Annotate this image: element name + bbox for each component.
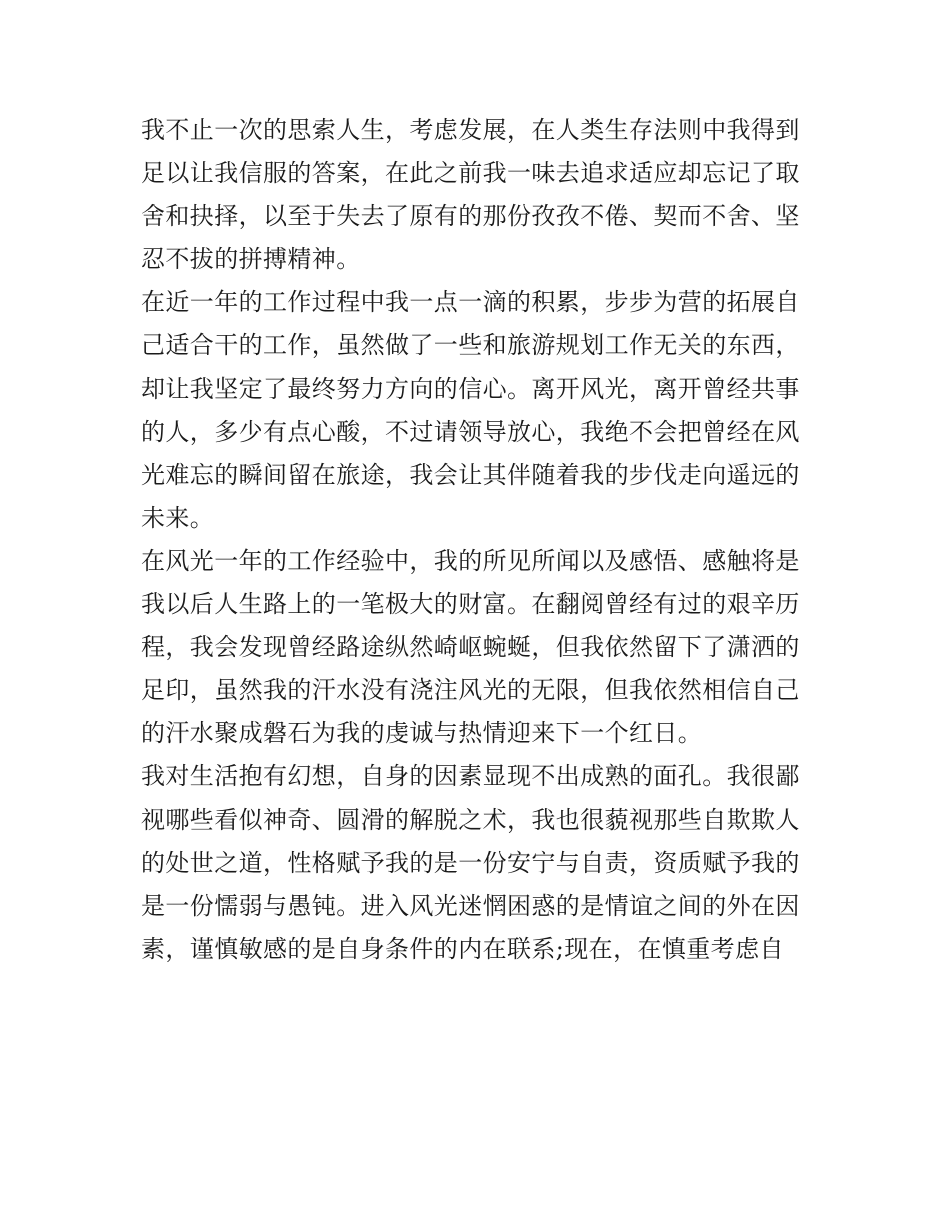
text-line: 在近一年的工作过程中我一点一滴的积累，步步为营的拓展自 <box>141 288 800 317</box>
text-line: 的汗水聚成磐石为我的虔诚与热情迎来下一个红日。 <box>141 719 703 748</box>
text-line: 我不止一次的思索人生，考虑发展，在人类生存法则中我得到 <box>141 116 800 144</box>
text-line: 的人，多少有点心酸，不过请领导放心，我绝不会把曾经在风 <box>141 417 800 446</box>
text-line: 我以后人生路上的一笔极大的财富。在翻阅曾经有过的艰辛历 <box>141 590 800 619</box>
text-line: 却让我坚定了最终努力方向的信心。离开风光，离开曾经共事 <box>141 374 800 403</box>
text-line: 足以让我信服的答案，在此之前我一味去追求适应却忘记了取 <box>141 159 800 188</box>
text-line: 舍和抉择，以至于失去了原有的那份孜孜不倦、契而不舍、坚 <box>141 202 800 231</box>
text-line: 素，谨慎敏感的是自身条件的内在联系;现在，在慎重考虑自 <box>141 934 784 963</box>
text-line: 足印，虽然我的汗水没有浇注风光的无限，但我依然相信自己 <box>141 676 800 705</box>
text-line: 忍不拔的拼搏精神。 <box>141 245 361 274</box>
document-body <box>141 109 816 971</box>
text-line: 的处世之道，性格赋予我的是一份安宁与自责，资质赋予我的 <box>141 848 800 877</box>
text-line: 在风光一年的工作经验中，我的所见所闻以及感悟、感触将是 <box>141 546 800 575</box>
text-line: 程，我会发现曾经路途纵然崎岖蜿蜒，但我依然留下了潇洒的 <box>141 633 800 662</box>
text-line: 我对生活抱有幻想，自身的因素显现不出成熟的面孔。我很鄙 <box>141 762 800 791</box>
text-line: 未来。 <box>141 503 215 532</box>
text-line: 视哪些看似神奇、圆滑的解脱之术，我也很藐视那些自欺欺人 <box>141 805 800 834</box>
text-line: 己适合干的工作，虽然做了一些和旅游规划工作无关的东西， <box>141 331 800 360</box>
text-line: 是一份懦弱与愚钝。进入风光迷惘困惑的是情谊之间的外在因 <box>141 891 800 920</box>
text-line: 光难忘的瞬间留在旅途，我会让其伴随着我的步伐走向遥远的 <box>141 460 800 489</box>
